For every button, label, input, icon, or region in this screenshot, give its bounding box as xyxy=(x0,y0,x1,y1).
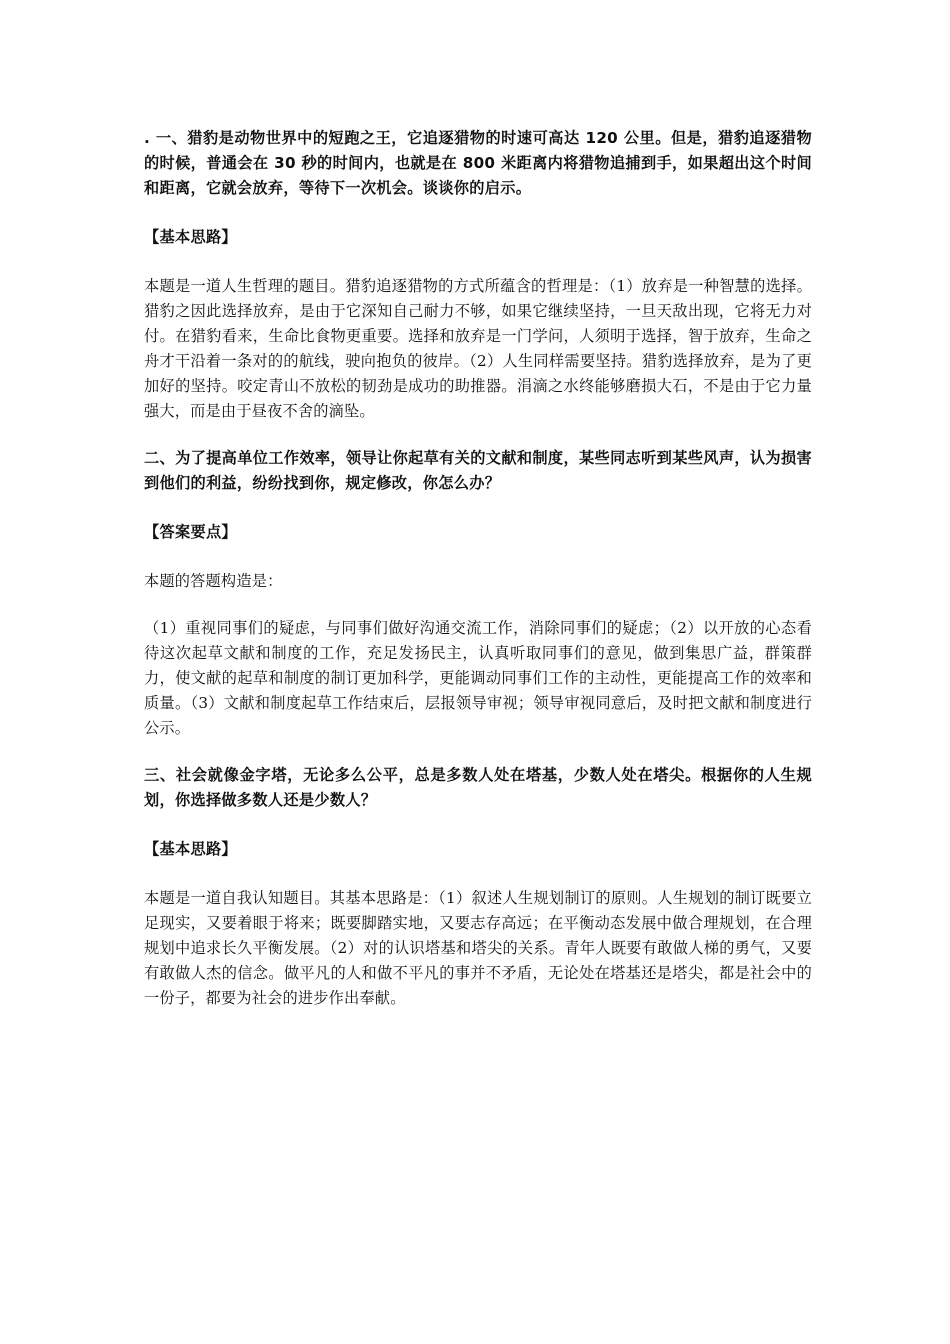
question-1: . 一、猎豹是动物世界中的短跑之王，它追逐猎物的时速可高达 120 公里。但是，猎豹追逐猎物的时候，普通会在 30 秒的时间内，也就是在 800 米距离内将猎物追捕到手，如果超出这个时间和距离，它就会放弃，等待下一次机会。谈谈你的启示。 xyxy=(144,129,812,197)
section-1-heading: 【基本思路】 xyxy=(144,228,237,246)
section-2-paragraph-2: （1）重视同事们的疑虑，与同事们做好沟通交流工作，消除同事们的疑虑；（2）以开放的心态看待这次起草文献和制度的工作，充足发扬民主，认真听取同事们的意见，做到集思广益，群策群力，使文献的起草和制度的制订更加科学，更能调动同事们工作的主动性，更能提高工作的效率和质量。（3）文献和制度起草工作结束后，层报领导审视；领导审视同意后，及时把文献和制度进行公示。 xyxy=(144,619,812,737)
question-3: 三、社会就像金字塔，无论多么公平，总是多数人处在塔基，少数人处在塔尖。根据你的人生规划，你选择做多数人还是少数人？ xyxy=(144,766,812,809)
section-2-heading: 【答案要点】 xyxy=(144,523,237,541)
section-3-paragraph-1: 本题是一道自我认知题目。其基本思路是：（1）叙述人生规划制订的原则。人生规划的制订既要立足现实，又要着眼于将来；既要脚踏实地，又要志存高远；在平衡动态发展中做合理规划，在合理规划中追求长久平衡发展。（2）对的认识塔基和塔尖的关系。青年人既要有敢做人梯的勇气，又要有敢做人杰的信念。做平凡的人和做不平凡的事并不矛盾，无论处在塔基还是塔尖，都是社会中的一份子，都要为社会的进步作出奉献。 xyxy=(144,889,812,1007)
section-3-heading: 【基本思路】 xyxy=(144,840,237,858)
section-1-paragraph-1: 本题是一道人生哲理的题目。猎豹追逐猎物的方式所蕴含的哲理是：（1）放弃是一种智慧的选择。猎豹之因此选择放弃，是由于它深知自己耐力不够，如果它继续坚持，一旦天敌出现，它将无力对付。在猎豹看来，生命比食物更重要。选择和放弃是一门学问，人须明于选择，智于放弃，生命之舟才干沿着一条对的的航线，驶向抱负的彼岸。（2）人生同样需要坚持。猎豹选择放弃，是为了更加好的坚持。咬定青山不放松的韧劲是成功的助推器。涓滴之水终能够磨损大石，不是由于它力量强大，而是由于昼夜不舍的滴坠。 xyxy=(144,277,812,420)
section-2-paragraph-1: 本题的答题构造是： xyxy=(144,572,283,590)
document-body xyxy=(144,126,812,1011)
question-2: 二、为了提高单位工作效率，领导让你起草有关的文献和制度，某些同志听到某些风声，认为损害到他们的利益，纷纷找到你，规定修改，你怎么办？ xyxy=(144,449,812,492)
